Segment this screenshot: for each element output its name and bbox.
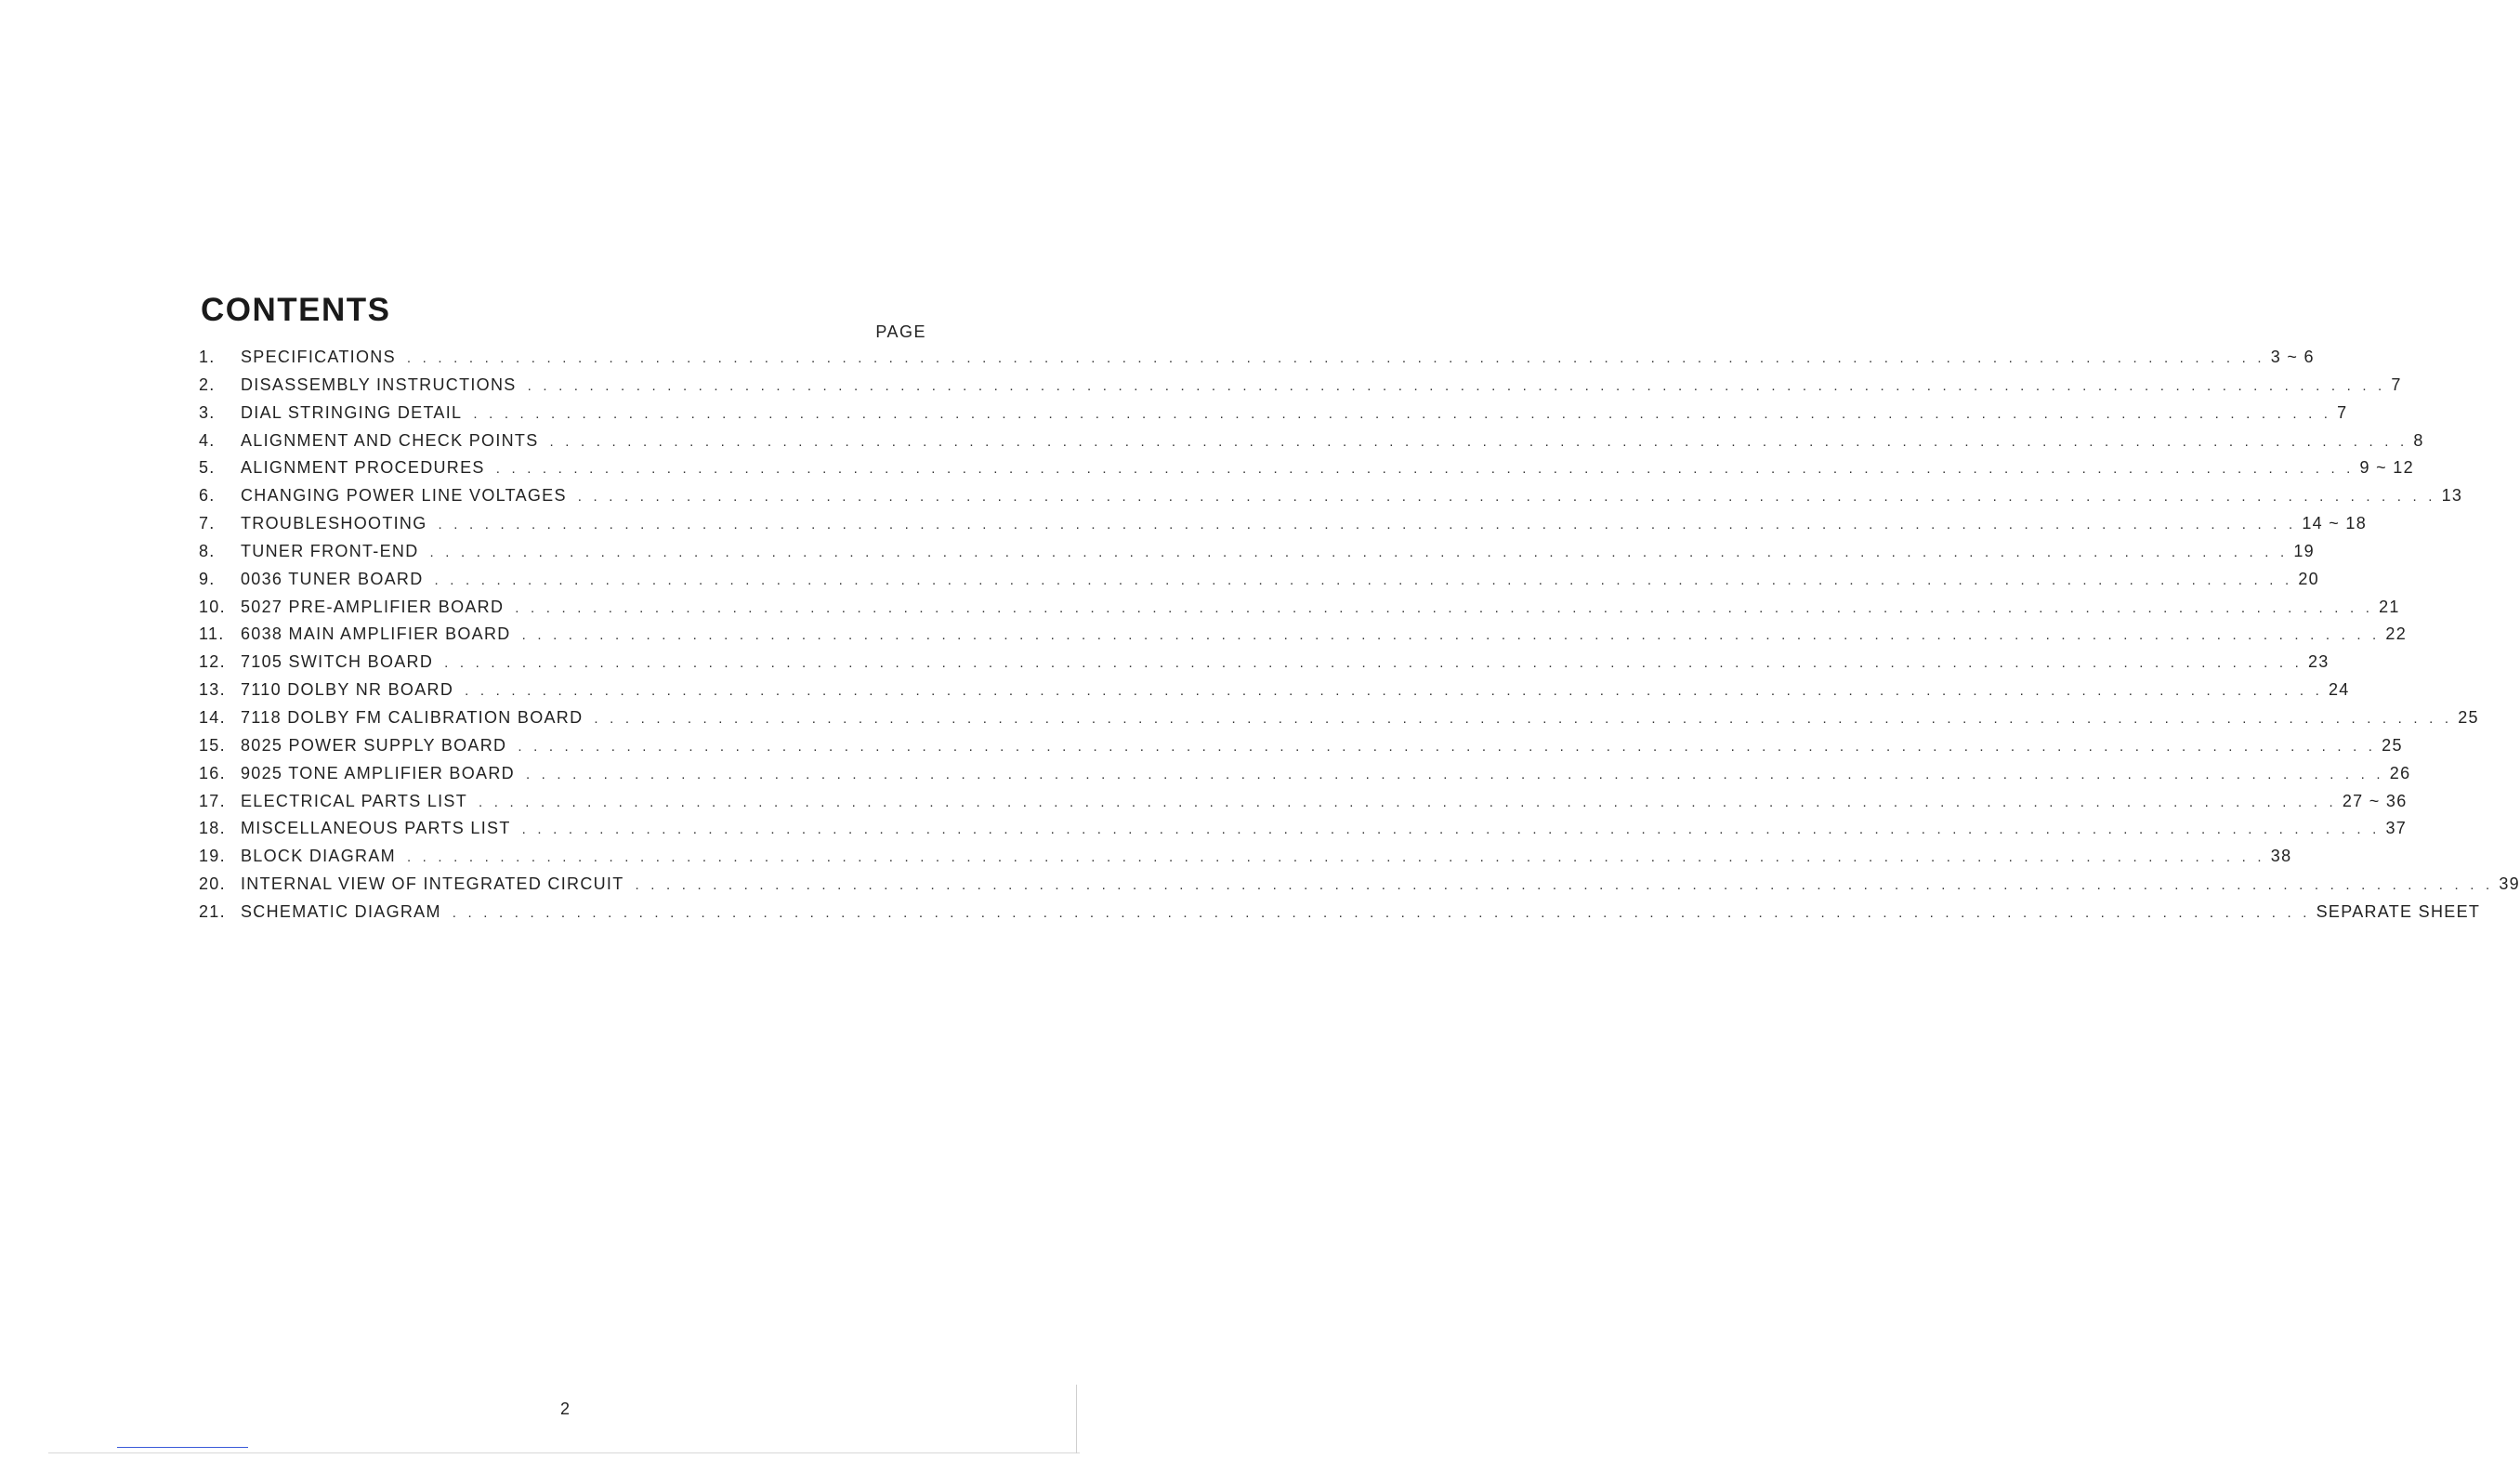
toc-entry <box>199 569 2319 598</box>
toc-entry-page: 7 <box>2391 375 2402 394</box>
toc-dot-leader: . . . . . . . . . . . . . . . . . . . . . . . . . . . . . . . . . . . . . . . . . . . . . . . . . . . . . . . . . . . . . . . . . . . . . . . . . . . . . . . . . . . . . . . . . . . . . . . . . . . . . . . . . . . . . . . . . . . . . . . . <box>521 627 2381 644</box>
toc-entry-number: 11. <box>199 624 225 644</box>
toc-entry <box>199 430 2424 459</box>
toc-entry <box>199 680 2350 708</box>
table-of-contents <box>199 348 2520 930</box>
toc-entry-title: SCHEMATIC DIAGRAM <box>241 901 441 921</box>
toc-entry-page: 14 ~ 18 <box>2302 514 2368 533</box>
toc-entry-title: 7118 DOLBY FM CALIBRATION BOARD <box>241 707 584 727</box>
toc-entry-page: 39 <box>2499 874 2520 894</box>
toc-dot-leader: . . . . . . . . . . . . . . . . . . . . . . . . . . . . . . . . . . . . . . . . . . . . . . . . . . . . . . . . . . . . . . . . . . . . . . . . . . . . . . . . . . . . . . . . . . . . . . . . . . . . . . . . . . . . . . . . . . . . . . . . <box>495 461 2355 478</box>
page-title: CONTENTS <box>201 292 391 328</box>
toc-entry <box>199 874 2520 902</box>
toc-entry-page: 8 <box>2413 430 2424 450</box>
toc-entry-page: 26 <box>2389 763 2411 782</box>
toc-dot-leader: . . . . . . . . . . . . . . . . . . . . . . . . . . . . . . . . . . . . . . . . . . . . . . . . . . . . . . . . . . . . . . . . . . . . . . . . . . . . . . . . . . . . . . . . . . . . . . . . . . . . . . . . . . . . . . . . . . . . . . . . <box>434 572 2293 588</box>
toc-entry-title: BLOCK DIAGRAM <box>241 847 396 866</box>
scan-bottom-rule <box>48 1452 1080 1453</box>
toc-entry-number: 3. <box>199 402 216 422</box>
toc-entry-number: 21. <box>199 901 226 921</box>
toc-dot-leader: . . . . . . . . . . . . . . . . . . . . . . . . . . . . . . . . . . . . . . . . . . . . . . . . . . . . . . . . . . . . . . . . . . . . . . . . . . . . . . . . . . . . . . . . . . . . . . . . . . . . . . . . . . . . . . . . . . . . . . . . <box>515 599 2374 616</box>
toc-entry-number: 13. <box>199 680 226 700</box>
toc-entry <box>199 402 2348 431</box>
toc-entry-page: 24 <box>2328 680 2350 700</box>
toc-entry <box>199 514 2368 542</box>
toc-entry-page: 23 <box>2307 652 2330 672</box>
toc-entry-title: 9025 TONE AMPLIFIER BOARD <box>241 763 515 782</box>
toc-dot-leader: . . . . . . . . . . . . . . . . . . . . . . . . . . . . . . . . . . . . . . . . . . . . . . . . . . . . . . . . . . . . . . . . . . . . . . . . . . . . . . . . . . . . . . . . . . . . . . . . . . . . . . . . . . . . . . . . . . . . . . . . <box>406 849 2265 866</box>
toc-entry-title: 7105 SWITCH BOARD <box>241 652 434 672</box>
toc-entry-title: ALIGNMENT PROCEDURES <box>241 458 485 478</box>
toc-entry-page: 27 ~ 36 <box>2342 791 2408 810</box>
toc-dot-leader: . . . . . . . . . . . . . . . . . . . . . . . . . . . . . . . . . . . . . . . . . . . . . . . . . . . . . . . . . . . . . . . . . . . . . . . . . . . . . . . . . . . . . . . . . . . . . . . . . . . . . . . . . . . . . . . . . . . . . . . . <box>465 683 2323 700</box>
toc-entry-number: 15. <box>199 735 226 755</box>
toc-dot-leader: . . . . . . . . . . . . . . . . . . . . . . . . . . . . . . . . . . . . . . . . . . . . . . . . . . . . . . . . . . . . . . . . . . . . . . . . . . . . . . . . . . . . . . . . . . . . . . . . . . . . . . . . . . . . . . . . . . . . . . . . <box>452 904 2311 921</box>
toc-entry-number: 19. <box>199 847 226 866</box>
toc-dot-leader: . . . . . . . . . . . . . . . . . . . . . . . . . . . . . . . . . . . . . . . . . . . . . . . . . . . . . . . . . . . . . . . . . . . . . . . . . . . . . . . . . . . . . . . . . . . . . . . . . . . . . . . . . . . . . . . . . . . . . . . . <box>577 489 2436 506</box>
toc-entry <box>199 819 2408 847</box>
toc-entry-page: 22 <box>2385 624 2408 644</box>
toc-entry <box>199 597 2400 625</box>
toc-dot-leader: . . . . . . . . . . . . . . . . . . . . . . . . . . . . . . . . . . . . . . . . . . . . . . . . . . . . . . . . . . . . . . . . . . . . . . . . . . . . . . . . . . . . . . . . . . . . . . . . . . . . . . . . . . . . . . . . . . . . . . . . <box>521 821 2381 838</box>
scan-edge-line <box>117 1447 248 1448</box>
toc-entry-number: 6. <box>199 486 216 506</box>
toc-entry <box>199 791 2408 820</box>
toc-entry-page: 9 ~ 12 <box>2359 458 2414 478</box>
toc-entry-number: 17. <box>199 791 226 810</box>
toc-entry-number: 18. <box>199 819 226 838</box>
toc-dot-leader: . . . . . . . . . . . . . . . . . . . . . . . . . . . . . . . . . . . . . . . . . . . . . . . . . . . . . . . . . . . . . . . . . . . . . . . . . . . . . . . . . . . . . . . . . . . . . . . . . . . . . . . . . . . . . . . . . . . . . . . . <box>635 877 2494 894</box>
toc-entry-page: 3 ~ 6 <box>2270 348 2315 366</box>
toc-entry-title: MISCELLANEOUS PARTS LIST <box>241 819 511 838</box>
toc-dot-leader: . . . . . . . . . . . . . . . . . . . . . . . . . . . . . . . . . . . . . . . . . . . . . . . . . . . . . . . . . . . . . . . . . . . . . . . . . . . . . . . . . . . . . . . . . . . . . . . . . . . . . . . . . . . . . . . . . . . . . . . . <box>406 350 2265 366</box>
toc-entry-title: 8025 POWER SUPPLY BOARD <box>241 735 507 755</box>
toc-entry-page: 21 <box>2379 597 2400 616</box>
toc-entry <box>199 901 2481 930</box>
toc-entry <box>199 348 2315 375</box>
toc-entry <box>199 847 2292 874</box>
toc-entry-number: 12. <box>199 652 226 672</box>
toc-dot-leader: . . . . . . . . . . . . . . . . . . . . . . . . . . . . . . . . . . . . . . . . . . . . . . . . . . . . . . . . . . . . . . . . . . . . . . . . . . . . . . . . . . . . . . . . . . . . . . . . . . . . . . . . . . . . . . . . . . . . . . . . <box>525 766 2384 782</box>
toc-entry-title: TUNER FRONT-END <box>241 541 419 560</box>
page-column-label: PAGE <box>875 322 926 341</box>
toc-entry-title: 5027 PRE-AMPLIFIER BOARD <box>241 597 505 616</box>
toc-entry-page: 25 <box>2382 735 2403 755</box>
toc-entry-number: 9. <box>199 569 216 588</box>
page-number: 2 <box>560 1400 571 1418</box>
toc-dot-leader: . . . . . . . . . . . . . . . . . . . . . . . . . . . . . . . . . . . . . . . . . . . . . . . . . . . . . . . . . . . . . . . . . . . . . . . . . . . . . . . . . . . . . . . . . . . . . . . . . . . . . . . . . . . . . . . . . . . . . . . . <box>444 655 2303 672</box>
toc-entry <box>199 375 2402 403</box>
toc-entry-title: ALIGNMENT AND CHECK POINTS <box>241 430 539 450</box>
toc-dot-leader: . . . . . . . . . . . . . . . . . . . . . . . . . . . . . . . . . . . . . . . . . . . . . . . . . . . . . . . . . . . . . . . . . . . . . . . . . . . . . . . . . . . . . . . . . . . . . . . . . . . . . . . . . . . . . . . . . . . . . . . . <box>479 794 2337 810</box>
toc-entry-number: 7. <box>199 514 216 533</box>
toc-entry-number: 14. <box>199 707 226 727</box>
toc-entry-number: 4. <box>199 430 216 450</box>
toc-entry-number: 16. <box>199 763 226 782</box>
toc-entry-number: 5. <box>199 458 216 478</box>
toc-entry-title: 7110 DOLBY NR BOARD <box>241 680 454 700</box>
toc-entry <box>199 735 2403 764</box>
toc-dot-leader: . . . . . . . . . . . . . . . . . . . . . . . . . . . . . . . . . . . . . . . . . . . . . . . . . . . . . . . . . . . . . . . . . . . . . . . . . . . . . . . . . . . . . . . . . . . . . . . . . . . . . . . . . . . . . . . . . . . . . . . . <box>438 517 2297 533</box>
toc-entry-title: DIAL STRINGING DETAIL <box>241 402 463 422</box>
toc-entry <box>199 486 2463 514</box>
toc-dot-leader: . . . . . . . . . . . . . . . . . . . . . . . . . . . . . . . . . . . . . . . . . . . . . . . . . . . . . . . . . . . . . . . . . . . . . . . . . . . . . . . . . . . . . . . . . . . . . . . . . . . . . . . . . . . . . . . . . . . . . . . . <box>473 405 2332 422</box>
toc-dot-leader: . . . . . . . . . . . . . . . . . . . . . . . . . . . . . . . . . . . . . . . . . . . . . . . . . . . . . . . . . . . . . . . . . . . . . . . . . . . . . . . . . . . . . . . . . . . . . . . . . . . . . . . . . . . . . . . . . . . . . . . . <box>549 433 2408 450</box>
toc-entry-page: 25 <box>2458 707 2479 727</box>
toc-entry-title: 6038 MAIN AMPLIFIER BOARD <box>241 624 511 644</box>
toc-entry-number: 10. <box>199 597 226 616</box>
toc-entry-page: 13 <box>2441 486 2463 506</box>
toc-entry <box>199 763 2411 792</box>
toc-entry <box>199 458 2414 486</box>
toc-entry <box>199 652 2330 680</box>
toc-dot-leader: . . . . . . . . . . . . . . . . . . . . . . . . . . . . . . . . . . . . . . . . . . . . . . . . . . . . . . . . . . . . . . . . . . . . . . . . . . . . . . . . . . . . . . . . . . . . . . . . . . . . . . . . . . . . . . . . . . . . . . . . <box>518 738 2377 755</box>
toc-entry-page: SEPARATE SHEET <box>2316 901 2481 921</box>
toc-dot-leader: . . . . . . . . . . . . . . . . . . . . . . . . . . . . . . . . . . . . . . . . . . . . . . . . . . . . . . . . . . . . . . . . . . . . . . . . . . . . . . . . . . . . . . . . . . . . . . . . . . . . . . . . . . . . . . . . . . . . . . . . <box>527 377 2386 394</box>
toc-entry-title: DISASSEMBLY INSTRUCTIONS <box>241 375 517 394</box>
toc-entry-page: 37 <box>2385 819 2408 838</box>
toc-entry-title: TROUBLESHOOTING <box>241 514 427 533</box>
toc-entry-page: 19 <box>2293 541 2315 560</box>
toc-entry-page: 20 <box>2298 569 2319 588</box>
toc-entry <box>199 624 2408 652</box>
toc-dot-leader: . . . . . . . . . . . . . . . . . . . . . . . . . . . . . . . . . . . . . . . . . . . . . . . . . . . . . . . . . . . . . . . . . . . . . . . . . . . . . . . . . . . . . . . . . . . . . . . . . . . . . . . . . . . . . . . . . . . . . . . . <box>429 544 2289 560</box>
toc-entry-title: CHANGING POWER LINE VOLTAGES <box>241 486 567 506</box>
toc-entry <box>199 541 2315 570</box>
toc-entry-title: 0036 TUNER BOARD <box>241 569 424 588</box>
toc-entry-title: ELECTRICAL PARTS LIST <box>241 791 468 810</box>
toc-entry-page: 7 <box>2337 402 2348 422</box>
toc-entry-number: 1. <box>199 348 216 366</box>
toc-dot-leader: . . . . . . . . . . . . . . . . . . . . . . . . . . . . . . . . . . . . . . . . . . . . . . . . . . . . . . . . . . . . . . . . . . . . . . . . . . . . . . . . . . . . . . . . . . . . . . . . . . . . . . . . . . . . . . . . . . . . . . . . <box>594 710 2453 727</box>
toc-entry-number: 20. <box>199 874 226 894</box>
toc-entry-number: 2. <box>199 375 216 394</box>
toc-entry-title: INTERNAL VIEW OF INTEGRATED CIRCUIT <box>241 874 624 894</box>
toc-entry-page: 38 <box>2270 847 2292 866</box>
toc-entry-title: SPECIFICATIONS <box>241 348 396 366</box>
toc-entry-number: 8. <box>199 541 216 560</box>
scan-right-rule <box>1076 1385 1077 1453</box>
toc-entry <box>199 707 2479 736</box>
